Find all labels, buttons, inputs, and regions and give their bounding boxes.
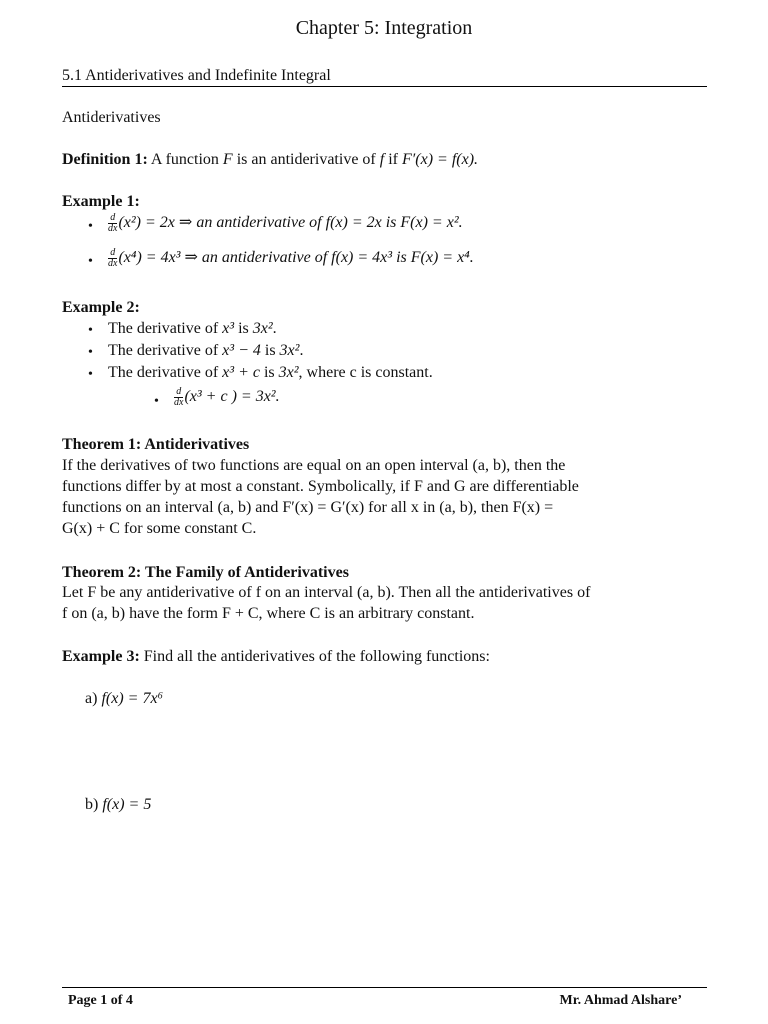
section-heading: 5.1 Antiderivatives and Indefinite Integral (62, 67, 331, 84)
bullet: • (88, 219, 93, 234)
example2-item-3: The derivative of x³ + c is 3x², where c is constant. (108, 364, 433, 381)
definition-var-F: F (222, 151, 233, 168)
theorem2-title: Theorem 2: The Family of Antiderivatives (62, 564, 349, 581)
footer-rule (62, 987, 707, 988)
theorem1-line: functions differ by at most a constant. Symbolically, if F and G are differentiable (62, 478, 579, 495)
theorem2-line: f on (a, b) have the form F + C, where C is an arbitrary constant. (62, 605, 475, 622)
example1-item-2 (108, 247, 474, 269)
bullet: • (88, 323, 93, 338)
theorem1-line: If the derivatives of two functions are equal on an open interval (a, b), then the (62, 457, 566, 474)
definition-text: A function (150, 151, 223, 168)
derivative-operator: $\frac{d}{dx}$ (108, 211, 118, 234)
theorem1-title: Theorem 1: Antiderivatives (62, 436, 250, 453)
bullet: • (154, 394, 159, 409)
theorem2-line: Let F be any antiderivative of f on an interval (a, b). Then all the antiderivatives of (62, 584, 591, 601)
theorem1-body (62, 455, 710, 539)
example1-item-1 (108, 212, 463, 234)
bullet: • (88, 345, 93, 360)
derivative-operator: $\frac{d}{dx}$ (108, 246, 118, 269)
definition-text-if: if (384, 151, 402, 168)
footer-page-number: Page 1 of 4 (68, 993, 133, 1008)
example3-text: Find all the antiderivatives of the following functions: (143, 648, 490, 665)
definition-label: Definition 1: (62, 151, 148, 168)
subheading-antiderivatives: Antiderivatives (62, 109, 161, 126)
bullet: • (88, 254, 93, 269)
footer-author: Mr. Ahmad Alshare’ (559, 993, 682, 1008)
example1-item-2-text: (x⁴) = 4x³ ⇒ an antiderivative of f(x) = 4x³ is F(x) = x⁴. (118, 249, 474, 266)
theorem1-line: functions on an interval (a, b) and F′(x) = G′(x) for all x in (a, b), then F(x) = (62, 499, 554, 516)
example3-part-a: a) f(x) = 7x⁶ (85, 690, 164, 707)
definition-formula: F′(x) = f(x). (401, 151, 479, 168)
definition-var-f: f (379, 151, 385, 168)
section-rule (62, 86, 707, 87)
example3 (62, 646, 490, 667)
example3-part-b: b) f(x) = 5 (85, 796, 152, 813)
example1-label: Example 1: (62, 193, 140, 210)
theorem1-line: G(x) + C for some constant C. (62, 520, 257, 537)
derivative-operator: $\frac{d}{dx}$ (174, 385, 184, 408)
definition-text-mid: is an antiderivative of (232, 151, 380, 168)
definition-1 (62, 149, 478, 170)
example3-label: Example 3: (62, 648, 140, 665)
example2-sub-item: $\frac{d}{dx}$ (x³ + c ) = 3x². (174, 385, 280, 408)
bullet: • (88, 367, 93, 382)
theorem2-body (62, 582, 710, 624)
example2-item-1: The derivative of x³ is 3x². (108, 320, 277, 337)
example2-item-2: The derivative of x³ − 4 is 3x². (108, 342, 304, 359)
example1-item-1-text: (x²) = 2x ⇒ an antiderivative of f(x) = 2x is F(x) = x². (118, 214, 463, 231)
chapter-title: Chapter 5: Integration (295, 17, 473, 39)
example2-label: Example 2: (62, 299, 140, 316)
